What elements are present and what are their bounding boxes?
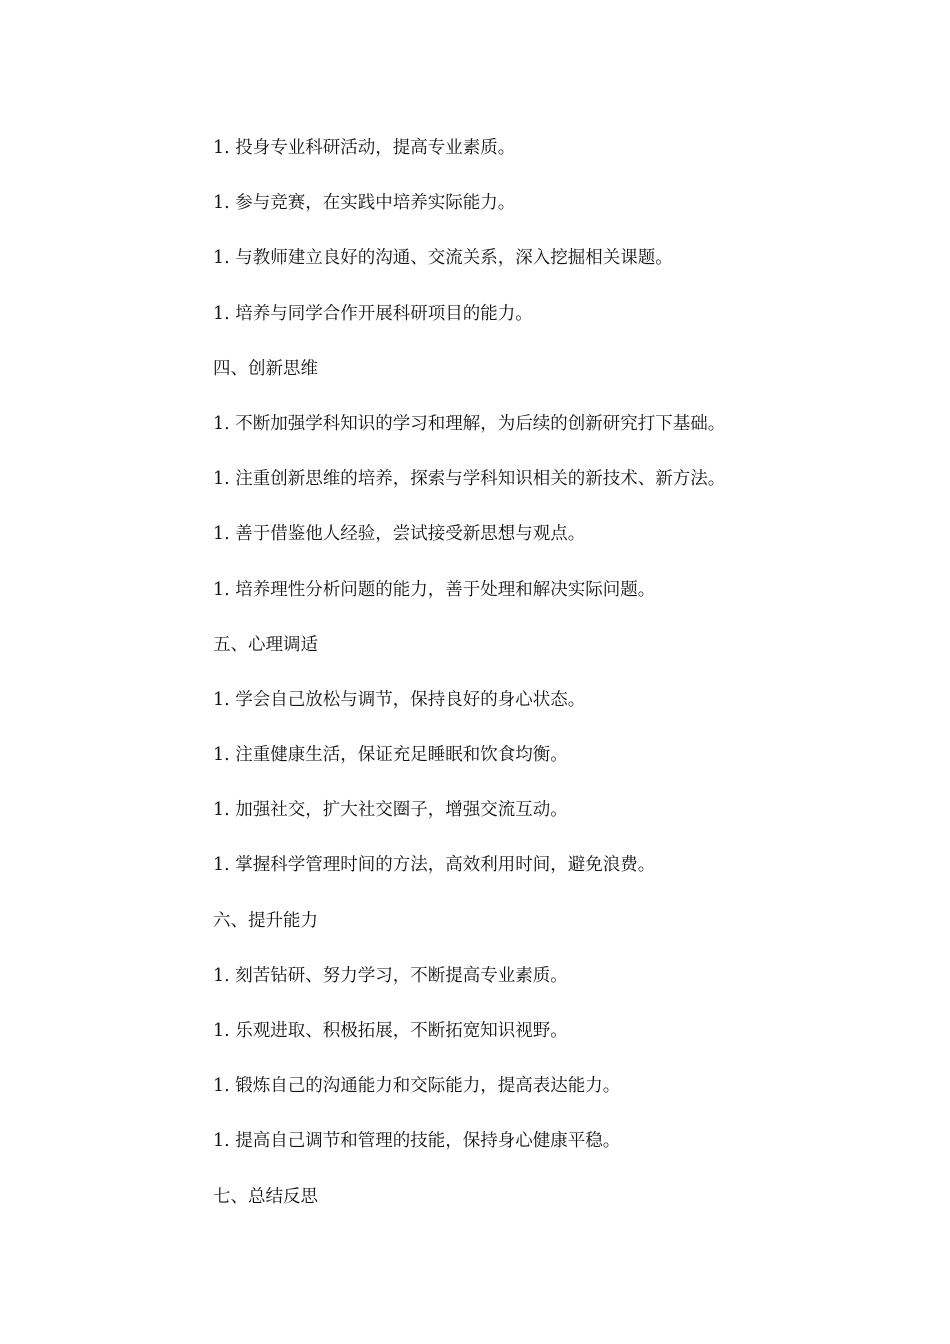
list-item: 1. 培养与同学合作开展科研项目的能力。: [213, 303, 533, 324]
list-item: 1. 注重健康生活，保证充足睡眠和饮食均衡。: [213, 745, 568, 766]
section-heading: 四、创新思维: [213, 358, 318, 379]
list-item: 1. 善于借鉴他人经验，尝试接受新思想与观点。: [213, 524, 586, 545]
list-item: 1. 刻苦钻研、努力学习，不断提高专业素质。: [213, 965, 568, 986]
list-item: 1. 与教师建立良好的沟通、交流关系，深入挖掘相关课题。: [213, 248, 673, 269]
list-item: 1. 提高自己调节和管理的技能，保持身心健康平稳。: [213, 1131, 621, 1152]
list-item: 1. 培养理性分析问题的能力，善于处理和解决实际问题。: [213, 579, 656, 600]
document-body: [213, 134, 833, 1238]
section-heading: 七、总结反思: [213, 1186, 318, 1207]
list-item: 1. 学会自己放松与调节，保持良好的身心状态。: [213, 689, 586, 710]
list-item: 1. 加强社交，扩大社交圈子，增强交流互动。: [213, 800, 568, 821]
list-item: 1. 不断加强学科知识的学习和理解，为后续的创新研究打下基础。: [213, 413, 726, 434]
list-item: 1. 乐观进取、积极拓展，不断拓宽知识视野。: [213, 1021, 568, 1041]
section-heading: 六、提升能力: [213, 910, 318, 931]
section-heading: 五、心理调适: [213, 634, 318, 655]
list-item: 1. 投身专业科研活动，提高专业素质。: [213, 138, 516, 158]
list-item: 1. 注重创新思维的培养，探索与学科知识相关的新技术、新方法。: [213, 469, 726, 490]
list-item: 1. 掌握科学管理时间的方法，高效利用时间，避免浪费。: [213, 855, 656, 876]
list-item: 1. 参与竞赛，在实践中培养实际能力。: [213, 193, 516, 214]
list-item: 1. 锻炼自己的沟通能力和交际能力，提高表达能力。: [213, 1076, 621, 1097]
